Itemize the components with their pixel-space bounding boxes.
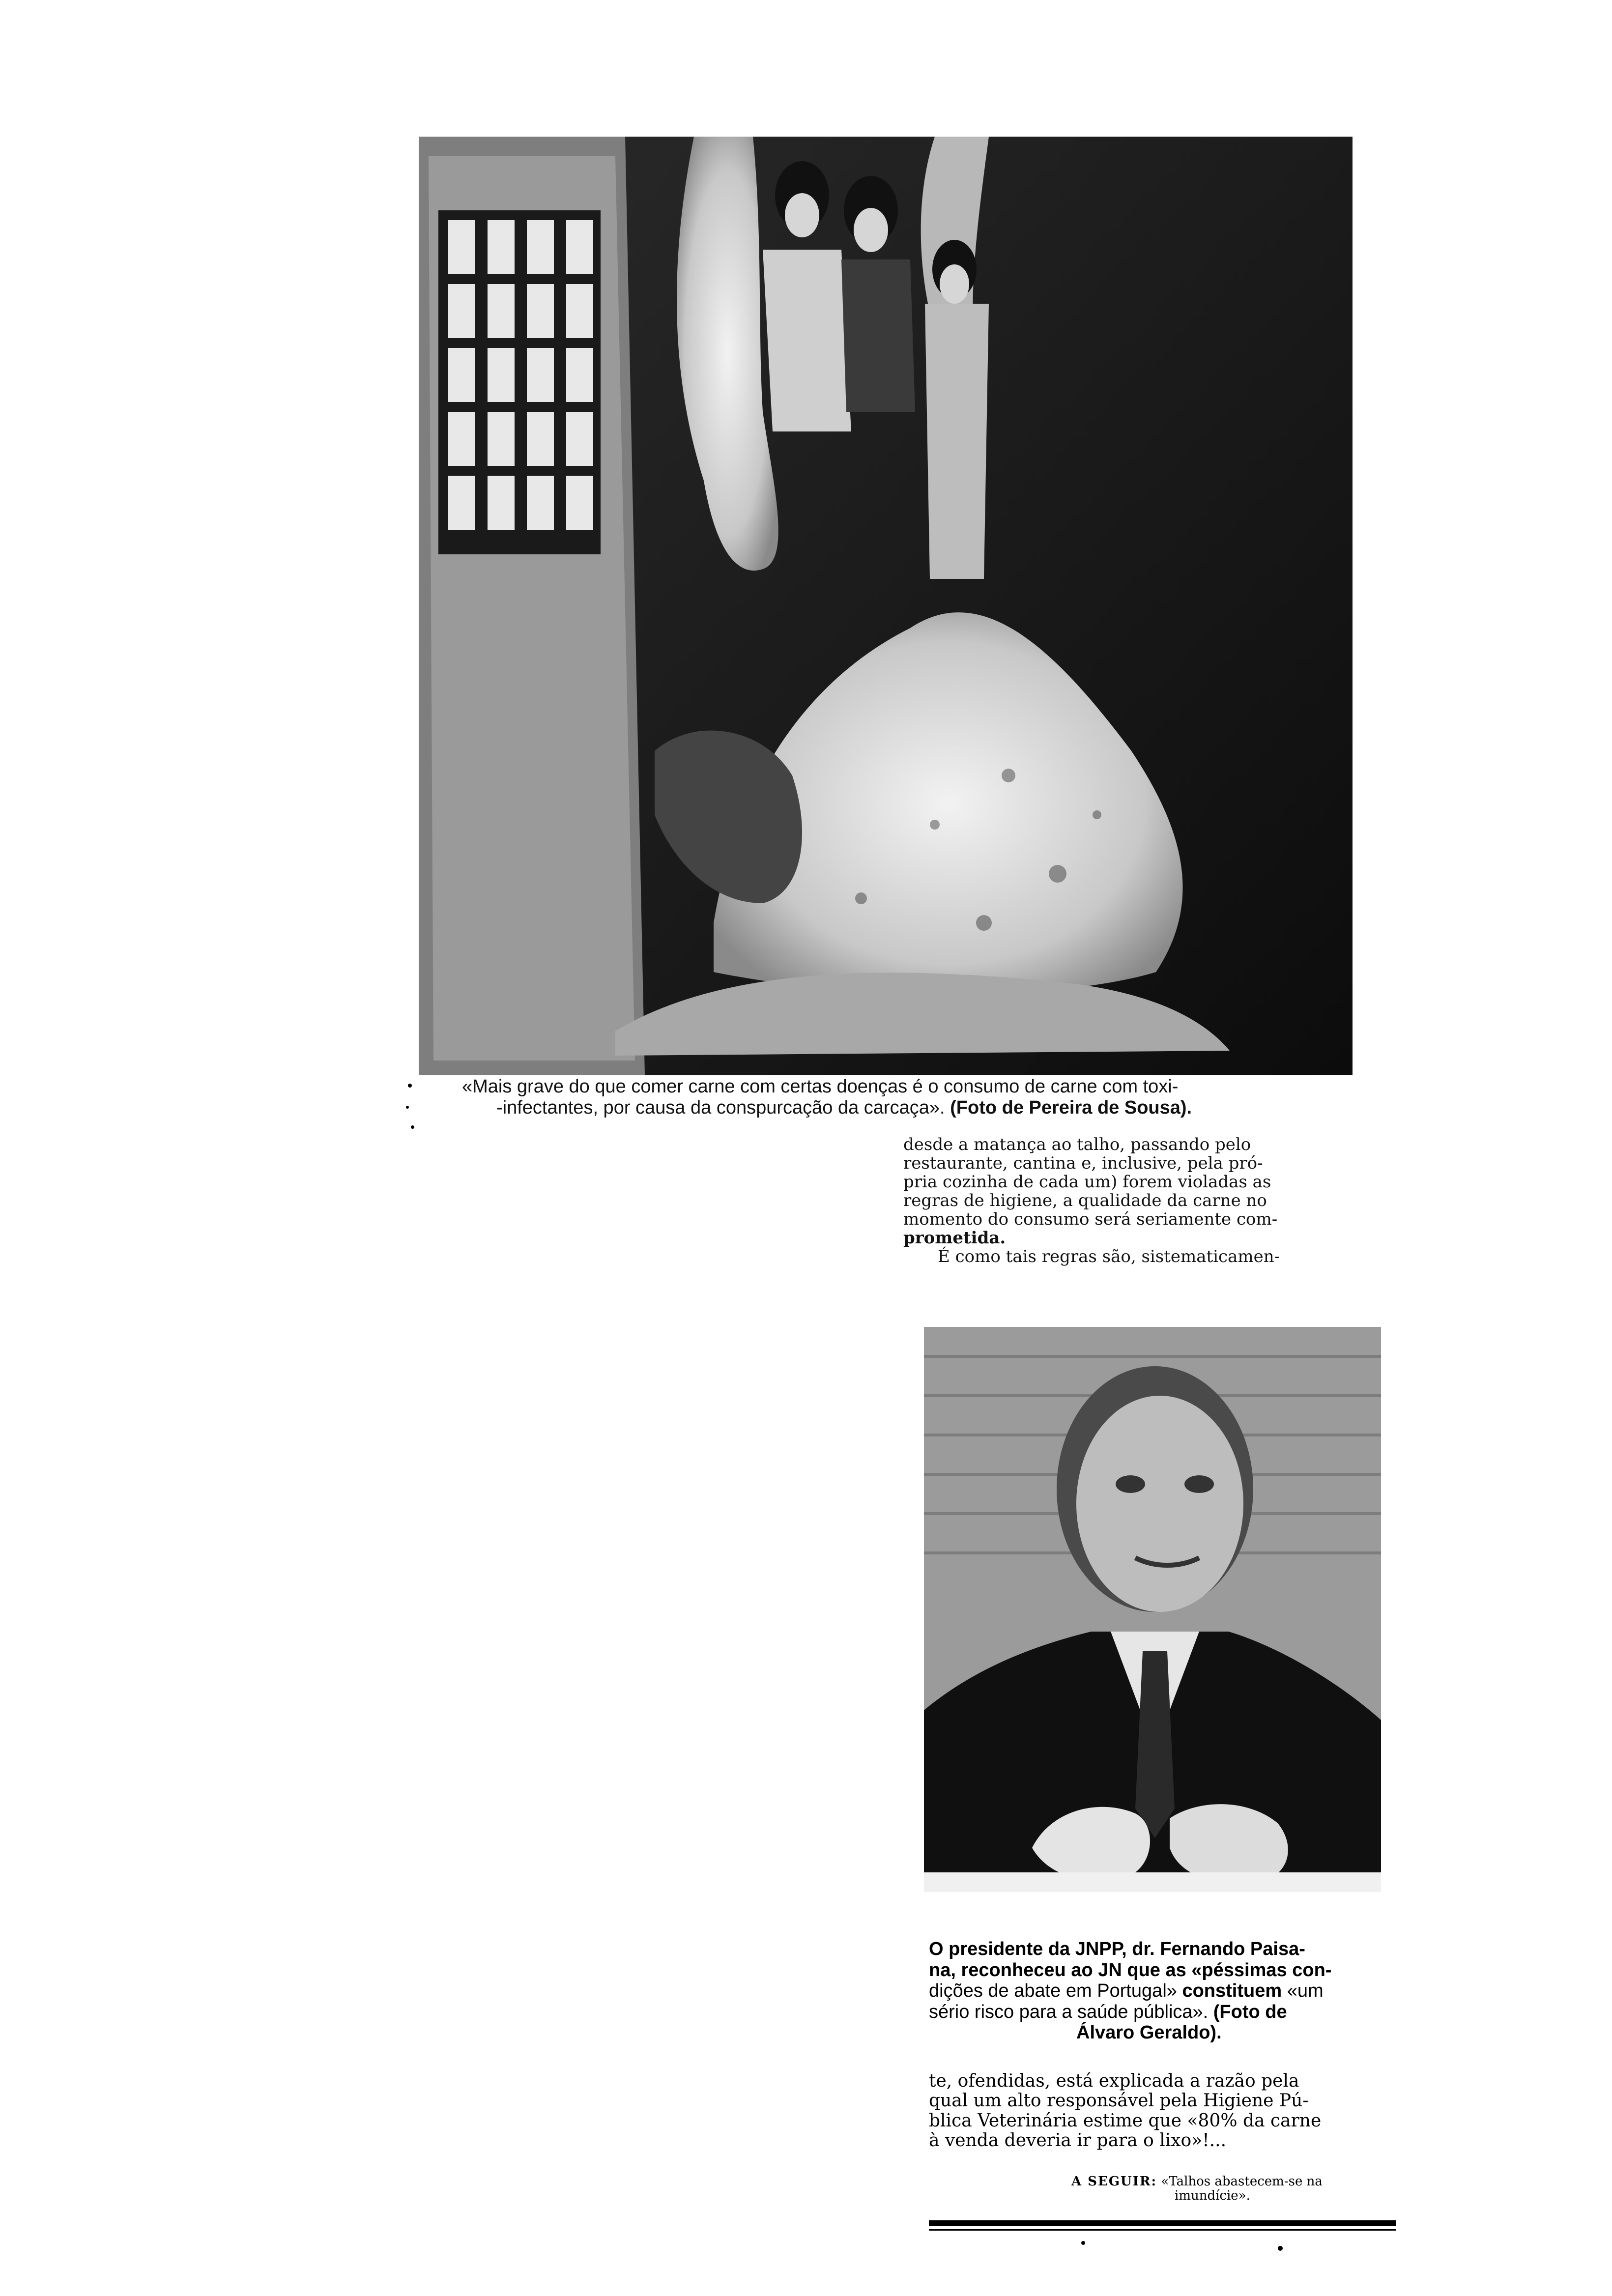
- photo-credit: (Foto de Pereira de Sousa).: [950, 1097, 1192, 1118]
- caption-text: -infectantes, por causa da conspurcação da carcaça».: [496, 1097, 950, 1118]
- continuation-text: imundície».: [1175, 2188, 1250, 2204]
- article-column-text: [903, 1135, 1375, 1266]
- body-line: desde a matança ao talho, passando pelo: [903, 1135, 1251, 1154]
- president-portrait-photo: [924, 1327, 1381, 1892]
- caption-line: na, reconheceu ao JN que as «péssimas con-: [929, 1959, 1332, 1980]
- scan-speck: [1278, 2246, 1283, 2251]
- photo-caption-slaughterhouse: [462, 1076, 1356, 1118]
- photo-credit: (Foto de: [1213, 2001, 1287, 2022]
- body-line: pria cozinha de cada um) forem violadas as: [903, 1172, 1271, 1192]
- body-line: É como tais regras são, sistematicamen-: [938, 1247, 1280, 1267]
- caption-line: [929, 1980, 1386, 2002]
- continuation-text: «Talhos abastecem-se na: [1161, 2174, 1323, 2189]
- body-line: restaurante, cantina e, inclusive, pela pró-: [903, 1153, 1263, 1174]
- caption-line: «Mais grave do que comer carne com certas doenças é o consumo de carne com toxi-: [462, 1076, 1179, 1097]
- continuation-label: A SEGUIR:: [1071, 2174, 1157, 2189]
- president-portrait-graphic: [924, 1327, 1381, 1892]
- caption-text: «um: [1282, 1980, 1324, 2002]
- body-line: regras de higiene, a qualidade da carne no: [903, 1191, 1267, 1211]
- caption-line: [462, 1097, 1356, 1119]
- body-line: blica Veterinária estime que «80% da carne: [929, 2110, 1322, 2131]
- body-line: à venda deveria ir para o lixo»!...: [929, 2130, 1227, 2151]
- photo-caption-president: [929, 1939, 1386, 2043]
- caption-line: [929, 2002, 1386, 2023]
- caption-text: sério risco para a saúde pública».: [929, 2001, 1213, 2022]
- caption-text: dições de abate em Portugal»: [929, 1980, 1182, 2002]
- body-line: te, ofendidas, está explicada a razão pela: [929, 2071, 1299, 2091]
- bottom-rule-thin: [929, 2229, 1396, 2231]
- scan-speck: [408, 1084, 412, 1088]
- body-line: momento do consumo será seriamente com-: [903, 1209, 1278, 1230]
- bottom-rule: [929, 2220, 1396, 2226]
- scan-speck: [411, 1125, 414, 1129]
- caption-text: constituem: [1182, 1980, 1282, 2002]
- scan-speck: [1081, 2241, 1085, 2245]
- slaughterhouse-photo-graphic: [419, 137, 1353, 1075]
- caption-line: O presidente da JNPP, dr. Fernando Paisa-: [929, 1939, 1305, 1959]
- article-column-end: [929, 2071, 1396, 2151]
- photo-credit: Álvaro Geraldo).: [1076, 2022, 1222, 2043]
- body-line: prometida.: [903, 1228, 1006, 1248]
- continuation-note: [1071, 2175, 1386, 2203]
- scan-speck: [406, 1106, 409, 1109]
- slaughterhouse-photo: [419, 137, 1353, 1075]
- body-line: qual um alto responsável pela Higiene Pú-: [929, 2091, 1309, 2111]
